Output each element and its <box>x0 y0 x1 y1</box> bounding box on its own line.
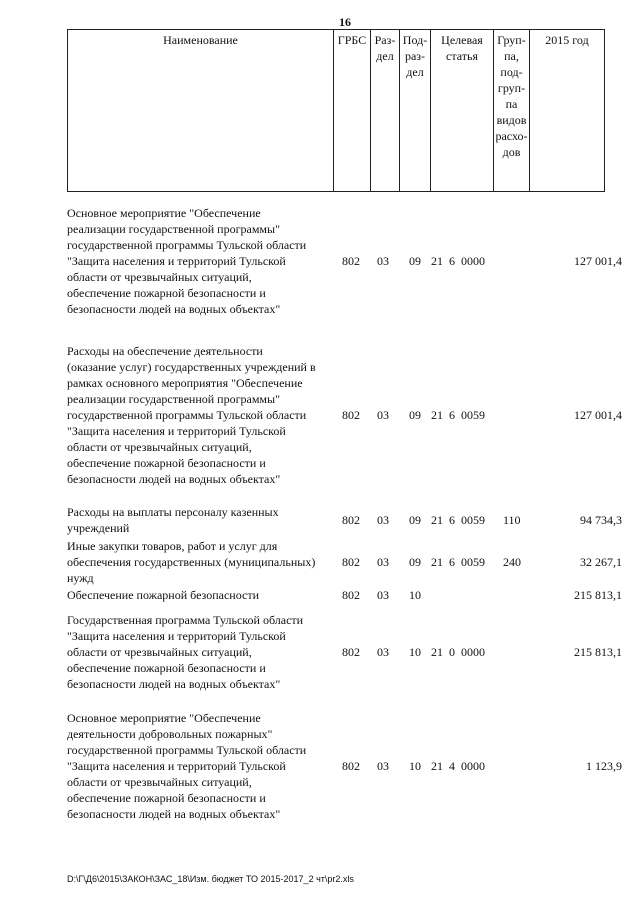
row-podrazdel: 09 <box>409 408 421 422</box>
row-sum: 94 734,3 <box>580 513 622 527</box>
row-grbs: 802 <box>342 588 360 602</box>
row-tselevaya: 21 4 0000 <box>431 759 485 773</box>
page-number: 16 <box>339 15 351 29</box>
header-razdel: Раз- дел <box>370 29 399 192</box>
row-sum: 215 813,1 <box>574 588 622 602</box>
row-podrazdel: 09 <box>409 555 421 569</box>
row-razdel: 03 <box>377 645 389 659</box>
row-podrazdel: 10 <box>409 588 421 602</box>
row-tselevaya: 21 6 0000 <box>431 254 485 268</box>
header-name: Наименование <box>67 29 333 192</box>
row-name: Расходы на обеспечение деятельности (оказание услуг) государственных учреждений в рамках основного мероприятия "Обеспечение реализации государственной программы" государственной программы Тульской области "Защита населения и территорий Тульской области от чрезвычайных ситуаций, обеспечение пожарной безопасности и безопасности людей на водных объектах" <box>67 344 316 486</box>
header-tselevaya: Целевая статья <box>430 29 493 192</box>
row-tselevaya: 21 0 0000 <box>431 645 485 659</box>
row-tselevaya: 21 6 0059 <box>431 408 485 422</box>
row-sum: 127 001,4 <box>574 254 622 268</box>
row-grbs: 802 <box>342 408 360 422</box>
row-name: Иные закупки товаров, работ и услуг для обеспечения государственных (муниципальных) нужд <box>67 539 316 585</box>
header-year: 2015 год <box>529 29 605 192</box>
row-sum: 127 001,4 <box>574 408 622 422</box>
row-vid: 240 <box>503 555 521 569</box>
row-podrazdel: 10 <box>409 645 421 659</box>
row-razdel: 03 <box>377 254 389 268</box>
row-podrazdel: 09 <box>409 513 421 527</box>
row-podrazdel: 09 <box>409 254 421 268</box>
row-razdel: 03 <box>377 588 389 602</box>
header-podrazdel: Под- раз- дел <box>399 29 430 192</box>
row-razdel: 03 <box>377 555 389 569</box>
row-razdel: 03 <box>377 759 389 773</box>
row-grbs: 802 <box>342 254 360 268</box>
row-vid: 110 <box>503 513 521 527</box>
row-tselevaya: 21 6 0059 <box>431 513 485 527</box>
row-grbs: 802 <box>342 513 360 527</box>
header-gruppa: Груп- па, под- груп- па видов расхо- дов <box>493 29 529 192</box>
row-name: Обеспечение пожарной безопасности <box>67 588 260 602</box>
row-razdel: 03 <box>377 513 389 527</box>
row-name: Государственная программа Тульской области "Защита населения и территорий Тульской области от чрезвычайных ситуаций, обеспечение пожарной безопасности и безопасности людей на водных объектах" <box>67 613 304 691</box>
row-grbs: 802 <box>342 759 360 773</box>
row-sum: 32 267,1 <box>580 555 622 569</box>
row-razdel: 03 <box>377 408 389 422</box>
row-tselevaya: 21 6 0059 <box>431 555 485 569</box>
file-path-footer: D:\Г\Д6\2015\ЗАКОН\ЗАС_18\Изм. бюджет ТО 2015-2017_2 чт\pr2.xls <box>67 874 354 884</box>
row-grbs: 802 <box>342 645 360 659</box>
row-podrazdel: 10 <box>409 759 421 773</box>
row-grbs: 802 <box>342 555 360 569</box>
row-name: Расходы на выплаты персоналу казенных учреждений <box>67 505 279 535</box>
row-sum: 1 123,9 <box>586 759 622 773</box>
header-grbs: ГРБС <box>333 29 370 192</box>
row-name: Основное мероприятие "Обеспечение реализации государственной программы" государственной программы Тульской области "Защита населения и территорий Тульской области от чрезвычайных ситуаций, обеспечение пожарной безопасности и безопасности людей на водных объектах" <box>67 206 307 316</box>
row-name: Основное мероприятие "Обеспечение деятельности добровольных пожарных" государственной программы Тульской области "Защита населения и территорий Тульской области от чрезвычайных ситуаций, обеспечение пожарной безопасности и безопасности людей на водных объектах" <box>67 711 307 821</box>
row-sum: 215 813,1 <box>574 645 622 659</box>
